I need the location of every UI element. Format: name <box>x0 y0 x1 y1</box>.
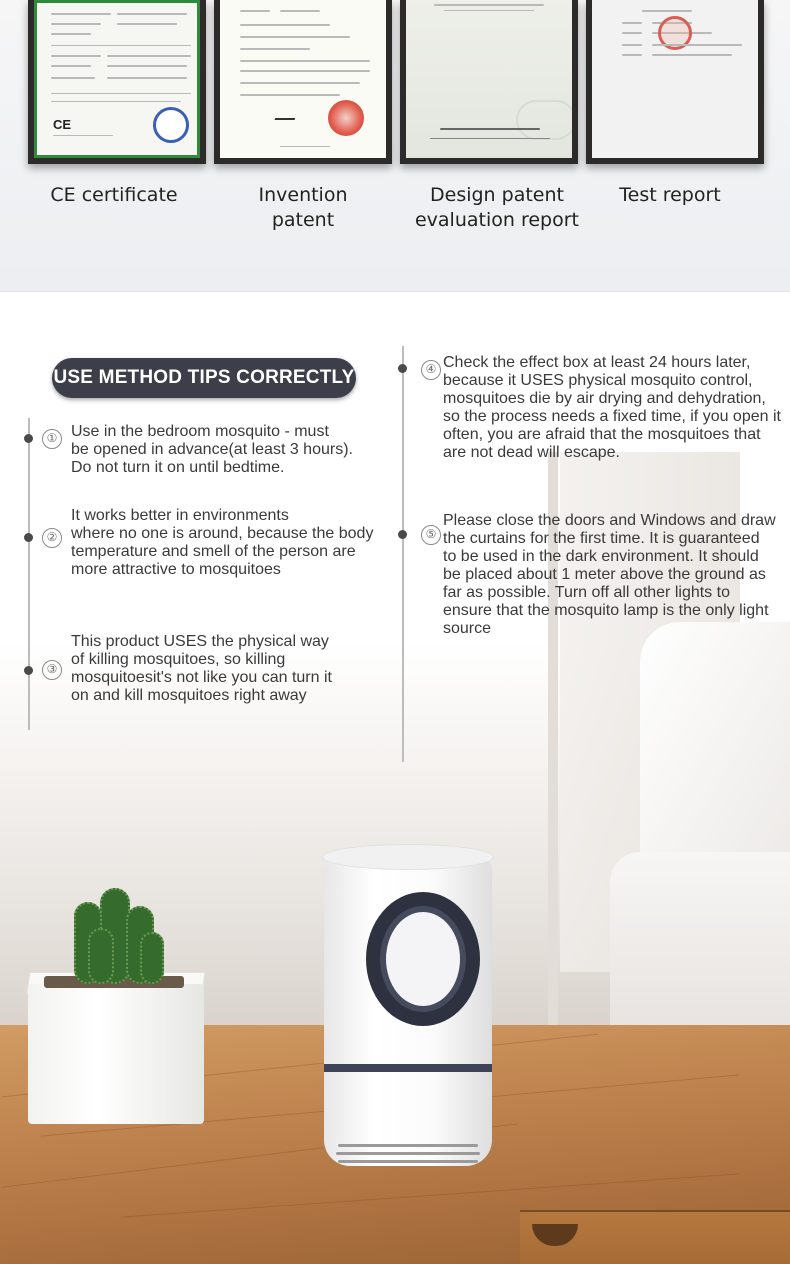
tip-2-text: It works better in environments where no one is around, because the body temperature and smell of the person are more attractive to mosquitoes <box>71 507 374 578</box>
lamp-band <box>324 1064 492 1072</box>
certificates-section <box>0 0 790 292</box>
tip-number-5: ⑤ <box>421 525 441 545</box>
timeline-dot <box>398 530 407 539</box>
tip-number-3: ③ <box>42 660 62 680</box>
timeline-dot <box>24 666 33 675</box>
certificate-label-ce: CE certificate <box>50 184 178 206</box>
ce-certificate-image: CE <box>28 0 206 164</box>
timeline-dot <box>398 364 407 373</box>
design-patent-report-image <box>400 0 578 164</box>
tip-number-1: ① <box>42 429 62 449</box>
timeline-dot <box>24 434 33 443</box>
plant-pot <box>28 984 204 1124</box>
certificate-label-invention: Invention patent <box>258 184 348 231</box>
tip-5-text: Please close the doors and Windows and draw the curtains for the first time. It is guaranteed to be used in the dark environment. It should be placed about 1 meter above the ground as far as possible. Turn off all other lights to ensure that the mosquito lamp is the only light source <box>443 512 776 637</box>
lamp-top-cover <box>322 844 494 870</box>
tips-title-badge: USE METHOD TIPS CORRECTLY <box>52 358 356 398</box>
test-report-image <box>586 0 764 164</box>
bed-pillow <box>640 622 790 882</box>
tip-3-text: This product USES the physical way of killing mosquitoes, so killing mosquitoesit's not like you can turn it on and kill mosquitoes right away <box>71 633 332 704</box>
tip-number-4: ④ <box>421 360 441 380</box>
tip-1-text: Use in the bedroom mosquito - must be opened in advance(at least 3 hours). Do not turn it on until bedtime. <box>71 423 353 476</box>
certificate-label-test-report: Test report <box>619 184 721 206</box>
lamp-ring-inner <box>380 906 466 1012</box>
table-drawer <box>520 1210 790 1264</box>
tip-4-text: Check the effect box at least 24 hours later, because it USES physical mosquito control, mosquitoes die by air drying and dehydration, so the process needs a fixed time, if you open it often, you are afraid that the mosquitoes that are not dead will escape. <box>443 354 781 461</box>
left-tips-timeline <box>28 418 30 730</box>
tip-number-2: ② <box>42 528 62 548</box>
certificate-label-design-patent: Design patent evaluation report <box>414 184 579 231</box>
drawer-handle <box>532 1224 578 1246</box>
invention-patent-image <box>214 0 392 164</box>
timeline-dot <box>24 533 33 542</box>
right-tips-timeline <box>402 346 404 762</box>
